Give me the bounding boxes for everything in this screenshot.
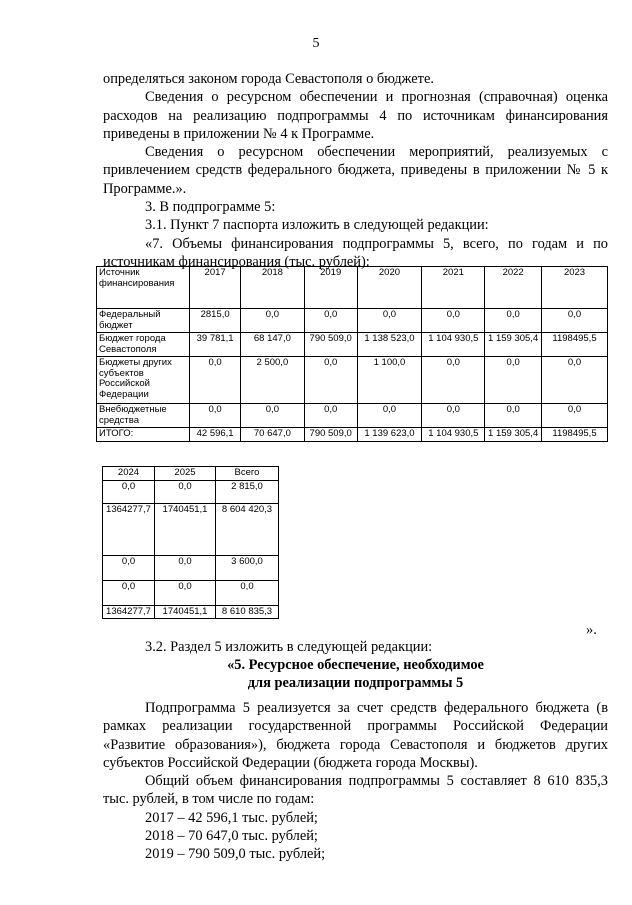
table-cell: 0,0 [485, 357, 542, 404]
table-cell: 0,0 [103, 580, 155, 605]
table-cell: 0,0 [304, 309, 357, 333]
table-cell: 0,0 [155, 555, 216, 580]
body-text-bottom [103, 699, 608, 864]
page-number: 5 [312, 36, 320, 51]
paragraph: Общий объем финансирования подпрограммы 5 составляет 8 610 835,3 тыс. рублей, в том числе по годам: [103, 773, 608, 808]
paragraph: Сведения о ресурсном обеспечении и прогнозная (справочная) оценка расходов на реализацию подпрограммы 4 по источникам финансирования приведены в приложении № 4 к Программе. [103, 89, 608, 142]
table-cell: 0,0 [190, 357, 241, 404]
table-cell: 1 138 523,0 [357, 333, 422, 357]
table-row [97, 333, 608, 357]
table-cell: 790 509,0 [304, 333, 357, 357]
section-heading-line-2: для реализации подпрограммы 5 [247, 675, 464, 691]
table-cell: 1364277,7 [103, 503, 155, 555]
table-cell: 2 500,0 [240, 357, 304, 404]
section-heading-line-1: «5. Ресурсное обеспечение, необходимое [227, 657, 484, 673]
table-cell: Внебюджетные средства [97, 404, 190, 428]
table-cell: 68 147,0 [240, 333, 304, 357]
table-cell: 2815,0 [190, 309, 241, 333]
table-cell: 2 815,0 [216, 480, 279, 503]
paragraph: 2019 – 790 509,0 тыс. рублей; [145, 846, 326, 863]
table-cell: 0,0 [485, 404, 542, 428]
table-header-row [103, 467, 279, 481]
table-cell: 0,0 [155, 580, 216, 605]
paragraph: «7. Объемы финансирования подпрограммы 5, всего, по годам и по источникам финансирования (тыс. рублей): [103, 235, 608, 270]
table-cell: 0,0 [216, 580, 279, 605]
table-cell: 2025 [155, 467, 216, 481]
table-cell: 0,0 [357, 404, 422, 428]
table-row [97, 404, 608, 428]
table-cell: 790 509,0 [304, 428, 357, 442]
table-row [103, 503, 279, 555]
paragraph: 3.1. Пункт 7 паспорта изложить в следующей редакции: [145, 217, 489, 234]
table-cell: 2023 [542, 267, 608, 309]
table-cell: 2017 [190, 267, 241, 309]
table-cell: 0,0 [155, 480, 216, 503]
table-cell: 2019 [304, 267, 357, 309]
table-row [97, 357, 608, 404]
section-line [103, 638, 608, 656]
table-cell: 1198495,5 [542, 428, 608, 442]
paragraph: 2018 – 70 647,0 тыс. рублей; [145, 828, 318, 845]
table-cell: 0,0 [422, 309, 485, 333]
table-row [103, 480, 279, 503]
paragraph: 3.2. Раздел 5 изложить в следующей редакции: [145, 639, 433, 655]
table-total-row [97, 428, 608, 442]
paragraph: Подпрограмма 5 реализуется за счет средств федерального бюджета (в рамках реализации государственной программы Российской Федерации «Развитие образования»), бюджета города Севастополя и бюджетов других субъектов Российской Федерации (бюджета города Москвы). [103, 700, 608, 771]
table-cell: 0,0 [542, 357, 608, 404]
table-cell: 0,0 [304, 404, 357, 428]
table-cell: 42 596,1 [190, 428, 241, 442]
table-cell: 2021 [422, 267, 485, 309]
table-row [97, 309, 608, 333]
table-cell: 1 100,0 [357, 357, 422, 404]
table-cell: 0,0 [240, 309, 304, 333]
table-header-row [97, 267, 608, 309]
table-cell: 0,0 [357, 309, 422, 333]
financing-table-2017-2023 [96, 266, 608, 442]
table-cell: 1 139 623,0 [357, 428, 422, 442]
table-cell: Бюджет города Севастополя [97, 333, 190, 357]
table-cell: 0,0 [422, 404, 485, 428]
table-cell: 0,0 [240, 404, 304, 428]
paragraph: Сведения о ресурсном обеспечении мероприятий, реализуемых с привлечением средств федерального бюджета, приведены в приложении № 5 к Программе.». [103, 144, 608, 197]
table-cell: 0,0 [304, 357, 357, 404]
table-total-row [103, 605, 279, 619]
table-cell: 1 104 930,5 [422, 428, 485, 442]
table-cell: 0,0 [103, 480, 155, 503]
table-cell: 1 104 930,5 [422, 333, 485, 357]
table-cell: 2020 [357, 267, 422, 309]
table-cell: 0,0 [422, 357, 485, 404]
table-cell: 1198495,5 [542, 333, 608, 357]
table-cell: Федеральный бюджет [97, 309, 190, 333]
paragraph: 3. В подпрограмме 5: [145, 199, 276, 216]
table-cell: 8 604 420,3 [216, 503, 279, 555]
paragraph: определяться законом города Севастополя о бюджете. [103, 71, 434, 87]
table-cell: 3 600,0 [216, 555, 279, 580]
table-cell: 1 159 305,4 [485, 333, 542, 357]
table-cell: 1740451,1 [155, 503, 216, 555]
table-cell: 1 159 305,4 [485, 428, 542, 442]
table-row [103, 580, 279, 605]
table-cell: ИТОГО: [97, 428, 190, 442]
quote-closing-mark: ». [586, 622, 597, 638]
table-cell: Бюджеты других субъектов Российской Федерации [97, 357, 190, 404]
table-cell: 1364277,7 [103, 605, 155, 619]
table-cell: 70 647,0 [240, 428, 304, 442]
paragraph: 2017 – 42 596,1 тыс. рублей; [145, 809, 318, 826]
table-cell: 0,0 [542, 404, 608, 428]
body-text-top [103, 70, 608, 271]
table-cell: 39 781,1 [190, 333, 241, 357]
table-cell: 0,0 [103, 555, 155, 580]
table-row [103, 555, 279, 580]
table-cell: 8 610 835,3 [216, 605, 279, 619]
financing-table-2024-2025-total [102, 466, 279, 619]
table-cell: 0,0 [190, 404, 241, 428]
table-cell: Всего [216, 467, 279, 481]
table-cell: Источник финансирования [97, 267, 190, 309]
table-cell: 2018 [240, 267, 304, 309]
table-cell: 2024 [103, 467, 155, 481]
table-cell: 0,0 [485, 309, 542, 333]
table-cell: 2022 [485, 267, 542, 309]
table-cell: 0,0 [542, 309, 608, 333]
table-cell: 1740451,1 [155, 605, 216, 619]
